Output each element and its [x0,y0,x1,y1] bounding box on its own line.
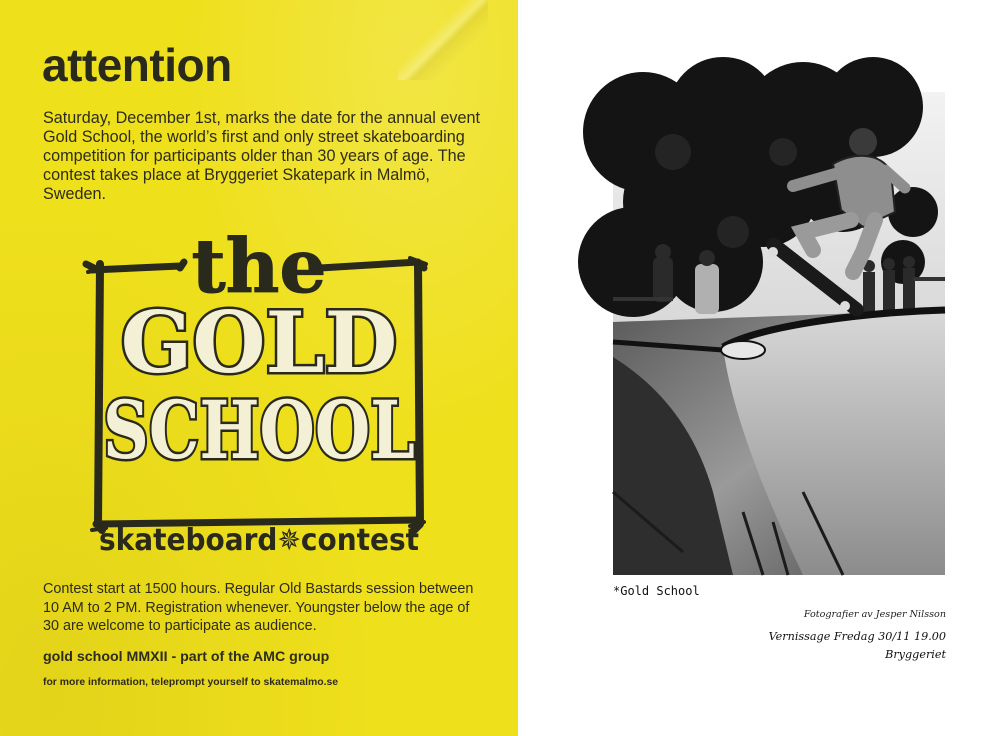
flyer-intro-text: Saturday, December 1st, marks the date for the annual event Gold School, the world’s first and only street skateboarding competition for participants older than 30 years of age. The contest takes place at Bryggeriet Skatepark in Malmö, Sweden. [43,109,480,203]
venue-line: Bryggeriet [885,648,946,661]
flyer-heading: attention [42,39,232,91]
photographer-credit: Fotografier av Jesper Nilsson [803,609,946,620]
group-line: gold school MMXII - part of the AMC group [43,649,330,665]
photo-caption: *Gold School [613,584,700,598]
contest-details: Contest start at 1500 hours. Regular Old Bastards session between 10 AM to 2 PM. Registration whenever. Youngster below the age of 30 are welcome to participate as audience. [43,581,474,634]
skate-photo [613,92,945,575]
logo-line-the: the [191,224,327,310]
gold-school-logo [84,224,434,564]
skate-photo-illustration [613,92,945,575]
paper-crease [398,0,488,80]
vernissage-line: Vernissage Fredag 30/11 19.00 [768,630,946,643]
info-line: for more information, teleprompt yourself to skatemalmo.se [43,677,339,688]
logo-line-gold: GOLD [120,293,398,392]
logo-tagline: skateboard✵contest [99,523,419,558]
logo-line-school: SCHOOL [103,383,415,477]
